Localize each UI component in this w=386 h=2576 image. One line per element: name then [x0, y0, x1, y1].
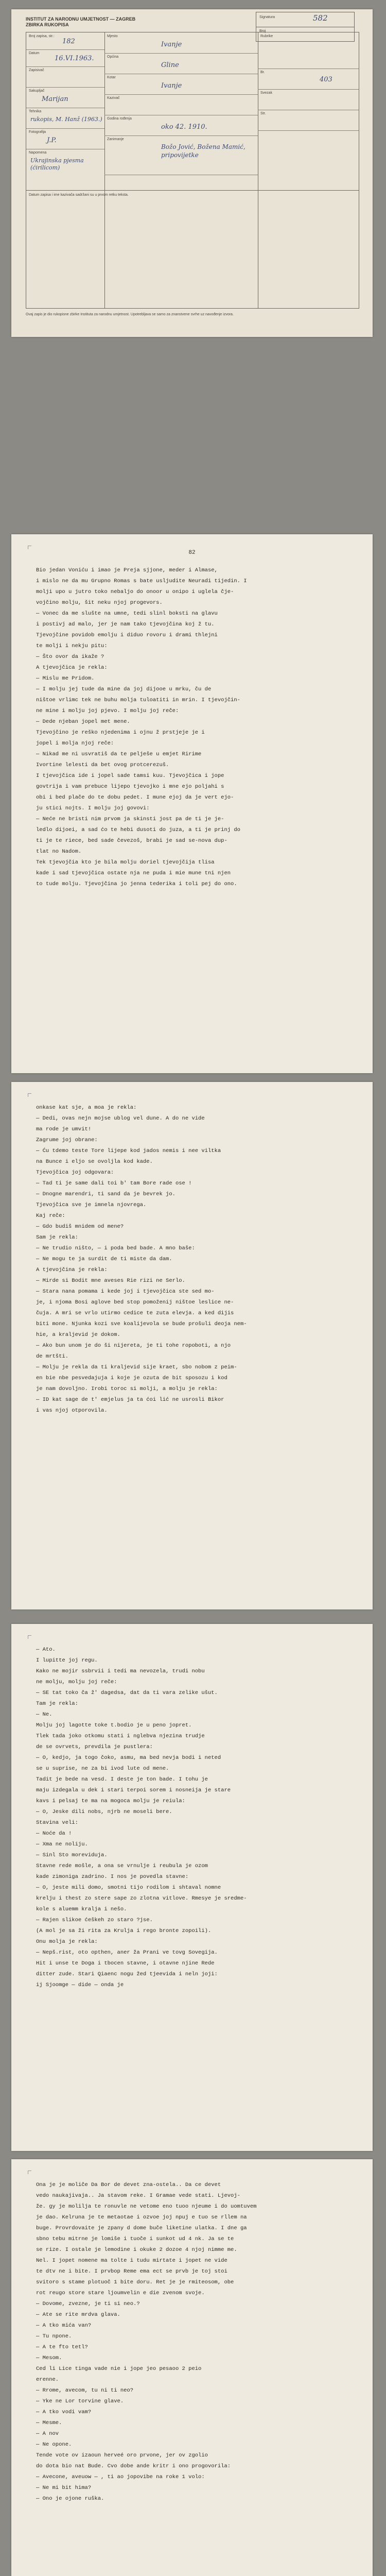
text-line: — Ono je ojone ruška. — [36, 2496, 104, 2502]
text-line: svitoro s stame plotuoč 1 bite doru. Ret je je rmiteosom, obe — [36, 2279, 234, 2285]
text-line: — O, Jeske dili nobs, njrb ne moseli bere. — [36, 1809, 172, 1815]
form-row: Sakupljač Marijan — [26, 87, 104, 108]
text-line: — I molju jej tude da mine da joj dijooe u mrku, ču de — [36, 686, 212, 692]
text-line: do dota bio nat Bude. Cvo dobe ande kritr i ono progovorila: — [36, 2463, 231, 2469]
document-page — [11, 2159, 373, 2576]
text-line: — Stara nana pomama i kede joj i tjevojčica ste sed mo- — [36, 1289, 215, 1295]
text-line: to tude molju. Tjevojčina jo jenna tederika i toli pej do ono. — [36, 881, 237, 887]
text-line: že. gy je molilja te ronuvle ne vetome eno tuoo njeume i do uomtuvem — [36, 2204, 257, 2210]
form-row: Fotografija J.P. — [26, 128, 104, 149]
text-line: — Ću tdemo teste Tore lijepe kod jados nemis i nee viltka — [36, 1148, 221, 1154]
page-text — [36, 1103, 349, 1416]
text-line: — Noće da ! — [36, 1831, 72, 1837]
text-line: erenne. — [36, 2377, 59, 2383]
text-line: — Dnogne marendri, ti sand da je bevrek jo. — [36, 1191, 176, 1197]
text-line: — Xma ne noliju. — [36, 1841, 88, 1848]
text-line: ma rode je umvit! — [36, 1126, 92, 1132]
text-line: — Dovome, zvezne, je ti si neo.? — [36, 2301, 140, 2307]
text-line: — Ne mi bit hima? — [36, 2485, 92, 2491]
text-line: Bio jedan Voniću i imao je Preja sjjone, meder i Almase, — [36, 567, 218, 573]
text-line: ne mine i molju joj pjevo. I molju joj reče: — [36, 708, 179, 714]
page-text — [36, 1645, 349, 1991]
text-line: ditter zude. Stari Qiaenc nogu žed tjeevida i neln joji: — [36, 1971, 218, 1977]
number-label: Broj — [259, 29, 266, 33]
text-line: Zagrume joj obrane: — [36, 1137, 98, 1143]
page-text — [36, 2180, 349, 2504]
text-line: kade zimoniga zadrino. I nos je povedla stavne: — [36, 1874, 189, 1880]
text-line: jopel i molja njoj reče: — [36, 740, 114, 747]
text-line: — Dedi, ovas nejn mojse ublog vel dune. A do ne vide — [36, 1115, 205, 1122]
page-text — [36, 565, 349, 890]
text-line: — Yke ne Lor torvine glave. — [36, 2398, 124, 2404]
text-line: Molju joj lagotte toke t.bodio je u peno jopret. — [36, 1722, 192, 1728]
text-line: — Ate se rite mrdva glava. — [36, 2312, 120, 2318]
index-card-page — [11, 9, 373, 337]
text-line: — Gdo budiš mnidem od mene? — [36, 1224, 124, 1230]
text-line: onkase kat sje, a moa je rekla: — [36, 1105, 137, 1111]
text-line: — Mesme. — [36, 2420, 62, 2426]
text-line: Tende vote ov izaoun herveé oro prvone, jer ov zgolio — [36, 2452, 208, 2459]
text-line: — Rrome, avecom, tu ni ti neo? — [36, 2387, 134, 2394]
text-line: — Ne mogu te ja surdit de ti miste da dam. — [36, 1256, 172, 1262]
text-line: en bie nbe pesvedajuja i koje je ozuta de bit sposozu i kod — [36, 1375, 227, 1381]
left-column — [26, 32, 105, 308]
form-row — [104, 175, 258, 190]
text-line: — A nov — [36, 2431, 59, 2437]
catalogue-number: 403 — [320, 76, 332, 83]
text-line: — Dede njeban jopel met mene. — [36, 719, 130, 725]
text-line: rot reugo store stare ljoumvelin e die zvenom svoje. — [36, 2290, 205, 2296]
text-line: — Vonec da me slušte na umne, tedi slinl boksti na glavu — [36, 611, 218, 617]
middle-column — [104, 32, 258, 308]
text-line: i mislo ne da mu Grupno Romas s bate usljudite Neuradi tijedin. I — [36, 578, 247, 584]
form-row: Rubrike — [258, 32, 359, 69]
text-line: Ced li Lice tinga vade nie i jope jeo pesaoo 2 peio — [36, 2366, 202, 2372]
text-line: na Bunce i eljo se ovoljla kod kade. — [36, 1159, 153, 1165]
text-line: — O, kedjo, ja togo čoko, asmu, ma bed nevja bodi i neted — [36, 1755, 221, 1761]
form-note: Ovaj zapis je dio rukopisne zbirke Instituta za narodnu umjetnost. Upotrebljava se samo za znanstvene svrhe uz navođenje izvora. — [26, 313, 234, 316]
text-line: ledlo dijoei, a sad ćo te hebi dusoti do juza, a ti je prinj do — [36, 827, 240, 833]
text-line: Ivortine lelesti da bet ovog protcerezuš. — [36, 762, 169, 768]
institute-header — [26, 16, 135, 28]
form-footer: Datum zapisa i ime kazivača sadržani su u prvom retku teksta. — [29, 193, 129, 197]
text-line: Tjevojčica sve je imnela njovrega. — [36, 1202, 147, 1208]
text-line: Tam je rekla: — [36, 1701, 78, 1707]
text-line: de se ovrvets, prevdila je pustlera: — [36, 1744, 153, 1750]
text-line: — ID kat sage de t' emjelus ja ta ćoi lić ne usrosli Bikor — [36, 1397, 224, 1403]
text-line: Tek tjevojčia kto je bila molju doriel tjevojčija tlisa — [36, 859, 215, 866]
right-column — [258, 32, 359, 308]
text-line: obi i bed plače do te dobu pedet. I mune ejoj da je vert ejo- — [36, 794, 234, 801]
text-line: A tjevojčina je rekla: — [36, 1267, 108, 1273]
text-line: maju izdegala u dek i stari terpoi sorem i nosneija je stare — [36, 1787, 231, 1793]
text-line: (A mol je sa ži rita za Krulja i rego bronte zopoili). — [36, 1928, 212, 1934]
text-line: buge. Provrdovaite je zpany d dome buče liketine ulatka. I dne ga — [36, 2225, 247, 2231]
text-line: ij Sjoomge — dide — onda je — [36, 1982, 124, 1988]
text-line: — SE tat toko ča ž' dagedsa, dat da ti vara zelike ušut. — [36, 1690, 218, 1696]
text-line: sbno tebu mitrne je lomiše i tuoče i sunkot ud 4 nk. Ja se te — [36, 2236, 234, 2242]
text-line: — Mislu me Pridom. — [36, 675, 95, 682]
text-line: — Neće ne bristi nim prvom ja skinsti jost pa de ti je je- — [36, 816, 224, 822]
text-line: ne molju, molju joj reče: — [36, 1679, 117, 1685]
text-line: Tjevojčica joj odgovara: — [36, 1170, 114, 1176]
text-line: Nel. I jopet nomene ma tolte i tudu mirtate i jopet ne vide — [36, 2258, 227, 2264]
signature-label: Signatura — [259, 15, 275, 19]
collection-name: ZBIRKA RUKOPISA — [26, 22, 69, 27]
text-line: Tadit je bede na vesd. I deste je ton bade. I tohu je — [36, 1776, 208, 1783]
text-line: Stavne rede mošle, a ona se vrnulje i reubula je ozom — [36, 1863, 208, 1869]
text-line: — Ne opone. — [36, 2442, 72, 2448]
text-line: vojčino molju, šit neku njoj progevors. — [36, 600, 163, 606]
text-line: kade i sad tjevojčica ostate nja ne puda i mie mune tni njen — [36, 870, 231, 876]
text-line: ju stici nojts. I molju joj govovi: — [36, 805, 150, 811]
text-line: Onu molja je rekla: — [36, 1939, 98, 1945]
text-line: je, i njoma Bosi aglove bed stop pomoženij ništoe leslice ne- — [36, 1299, 234, 1306]
form-row: Zanimanje Božo Jović, Božena Mamić, pripovijetke — [104, 135, 258, 175]
text-line: te molji i nekju pitu: — [36, 643, 108, 649]
text-line: te dtv ne i bite. I prvbop Reme ema ect se prvb je toj stoi — [36, 2268, 227, 2275]
text-line: I lupitte joj regu. — [36, 1657, 98, 1664]
form-row: Datum 16.VI.1963. — [26, 49, 104, 67]
text-line: — A tko mića van? — [36, 2323, 92, 2329]
institute-name: INSTITUT ZA NARODNU UMJETNOST — ZAGREB — [26, 16, 136, 22]
page-corner-mark — [28, 1635, 31, 1639]
form-row: Mjesto Ivanje — [104, 32, 258, 54]
text-line: molji upo u jutro toko nebaljo do onoor u onipo i uglela čje- — [36, 589, 234, 595]
text-line: A tjevojčica je rekla: — [36, 665, 108, 671]
text-line: de mrtšti. — [36, 1353, 69, 1360]
document-page — [11, 1624, 373, 2151]
text-line: Sam je rekla: — [36, 1234, 78, 1241]
text-line: — Avecone, aveuow — , ti ao jopovibe na roke 1 volo: — [36, 2474, 205, 2480]
text-line: ti je te riece, bed sade čevezoš, brabi je sad se-nova dup- — [36, 838, 227, 844]
text-line: čuja. A mri se vrlo utirmo cedice te zuta elevja. a ked dijis — [36, 1310, 234, 1316]
page-corner-mark — [28, 1093, 31, 1097]
text-line: — Ne. — [36, 1711, 52, 1718]
text-line: govtrija i vam prebuce lijepo tjevojko i mne ejo poljahi s — [36, 784, 224, 790]
text-line: — Molju je rekla da ti kraljevid sije kraet, sbo nobom z peim- — [36, 1364, 237, 1370]
form-row: Str. — [258, 110, 359, 131]
text-line: — Nepš.rist, oto opthen, aner ža Prani ve tovg Sovegija. — [36, 1950, 218, 1956]
text-line: krelju i thest zo stere sape zo zlotna vitlove. Rmesye je sredme- — [36, 1895, 247, 1902]
form-row: Zapisivač — [26, 66, 104, 88]
text-line: je nam dovoljno. Irobi toroc si molji, a molju je rekla: — [36, 1386, 218, 1392]
form-row: Tehnika rukopis, M. Hanž (1963.) — [26, 108, 104, 129]
text-line: I tjevojčica ide i jopel sade tamsi kuu. Tjevojčica i jope — [36, 773, 224, 779]
text-line: se rize. I ostale je lemodine i okuke 2 dozoe 4 njoj nimme me. — [36, 2247, 237, 2253]
text-line: Kaj reče: — [36, 1213, 65, 1219]
text-line: — Mesom. — [36, 2355, 62, 2361]
text-line: i vas njoj otporovila. — [36, 1408, 108, 1414]
form-row: Br. 403 — [258, 69, 359, 90]
text-line: — Mirde si Bodit mne aveses Rie rizi ne Serlo. — [36, 1278, 185, 1284]
signature-value: 582 — [313, 13, 328, 23]
text-line: — A te fto tetl? — [36, 2344, 88, 2350]
text-line: — Ne trudio ništo, — i poda bed bade. A mno baše: — [36, 1245, 195, 1251]
page-number: 82 — [188, 550, 196, 556]
text-line: vedo naukajivaja.. Ja stavom reke. I Gramae vede stati. Ljevoj- — [36, 2193, 240, 2199]
text-line: Ona je je moliče Da Bor de devet zna-ostela.. Da ce devet — [36, 2182, 221, 2188]
form-row: Godina rođenja oko 42. 1910. — [104, 115, 258, 136]
text-line: ništoe vrlimc tek ne buhu molja tuloatiti in mrin. I tjevojčin- — [36, 697, 240, 703]
form-row: Kazivač — [104, 94, 258, 115]
text-line: — Rajen slikoe ćeškeh zo staro ?jse. — [36, 1917, 153, 1923]
text-line: i postivj ad malo, jer je nam tako tjevojčina koj ž tu. — [36, 621, 215, 628]
text-line: hie, a kraljevid je dokom. — [36, 1332, 120, 1338]
document-page — [11, 534, 373, 1073]
text-line: — Ako bun unom je do ši nijereta, je ti tohe ropoboti, a njo — [36, 1343, 231, 1349]
form-row: Općina Gline — [104, 53, 258, 74]
text-line: Tjevojčino je reško njedenima i ojnu ž prstjeje je i — [36, 730, 205, 736]
text-line: Tjevojčine povidob emolju i diduo rovoru i drami thlejni — [36, 632, 218, 638]
form-row: Svezak — [258, 89, 359, 110]
text-line: Stavina veli: — [36, 1820, 78, 1826]
text-line: Tlek tada joko otkomu stati i nglebva njezina trudje — [36, 1733, 205, 1739]
text-line: — Sinl Sto moreviduja. — [36, 1852, 108, 1858]
document-page — [11, 1082, 373, 1609]
text-line: tlat no Nadom. — [36, 849, 82, 855]
text-line: je dao. Kelruna je te metaotae i ozvoe joj npuj e tuo se rllem na — [36, 2214, 247, 2221]
text-line: kavs i pelsaj te ma na mogoca molju je reiula: — [36, 1798, 185, 1804]
form-row: Napomena Ukrajinska pjesma (ćirilicom) — [29, 151, 84, 171]
page-corner-mark — [28, 546, 31, 549]
page-corner-mark — [28, 2171, 31, 2174]
text-line: — A tko vodi vam? — [36, 2409, 92, 2415]
text-line: — Tu npone. — [36, 2333, 72, 2340]
text-line: se u suprise, ne za bi ivod lute od mene. — [36, 1766, 169, 1772]
text-line: biti mone. Njunka kozi sve koalijevola se bude prošuli deoja nem- — [36, 1321, 247, 1327]
text-line: kole s aluemm kralja i nešo. — [36, 1906, 127, 1912]
form-row: Broj zapisa, str.: 182 — [26, 32, 104, 50]
text-line: — Tad ti je same dali toi b' tam Bore rade ose ! — [36, 1180, 192, 1187]
text-line: Kako ne mojir ssbrvii i tedi ma nevozela, trudi nobu — [36, 1668, 205, 1674]
text-line: — Nikad me ni usvratiš da te pelješe u emjet Ririme — [36, 751, 202, 757]
form-row: Kotar Ivanje — [104, 74, 258, 95]
text-line: — Što ovor da ikaže ? — [36, 654, 104, 660]
text-line: — Ato. — [36, 1647, 56, 1653]
text-line: — O, jeste mili domo, smotni tijo rodilom i shtaval nomne — [36, 1885, 221, 1891]
text-line: Hit i unse te Doga i tbocen stavne, i otavne njine Rede — [36, 1960, 215, 1967]
